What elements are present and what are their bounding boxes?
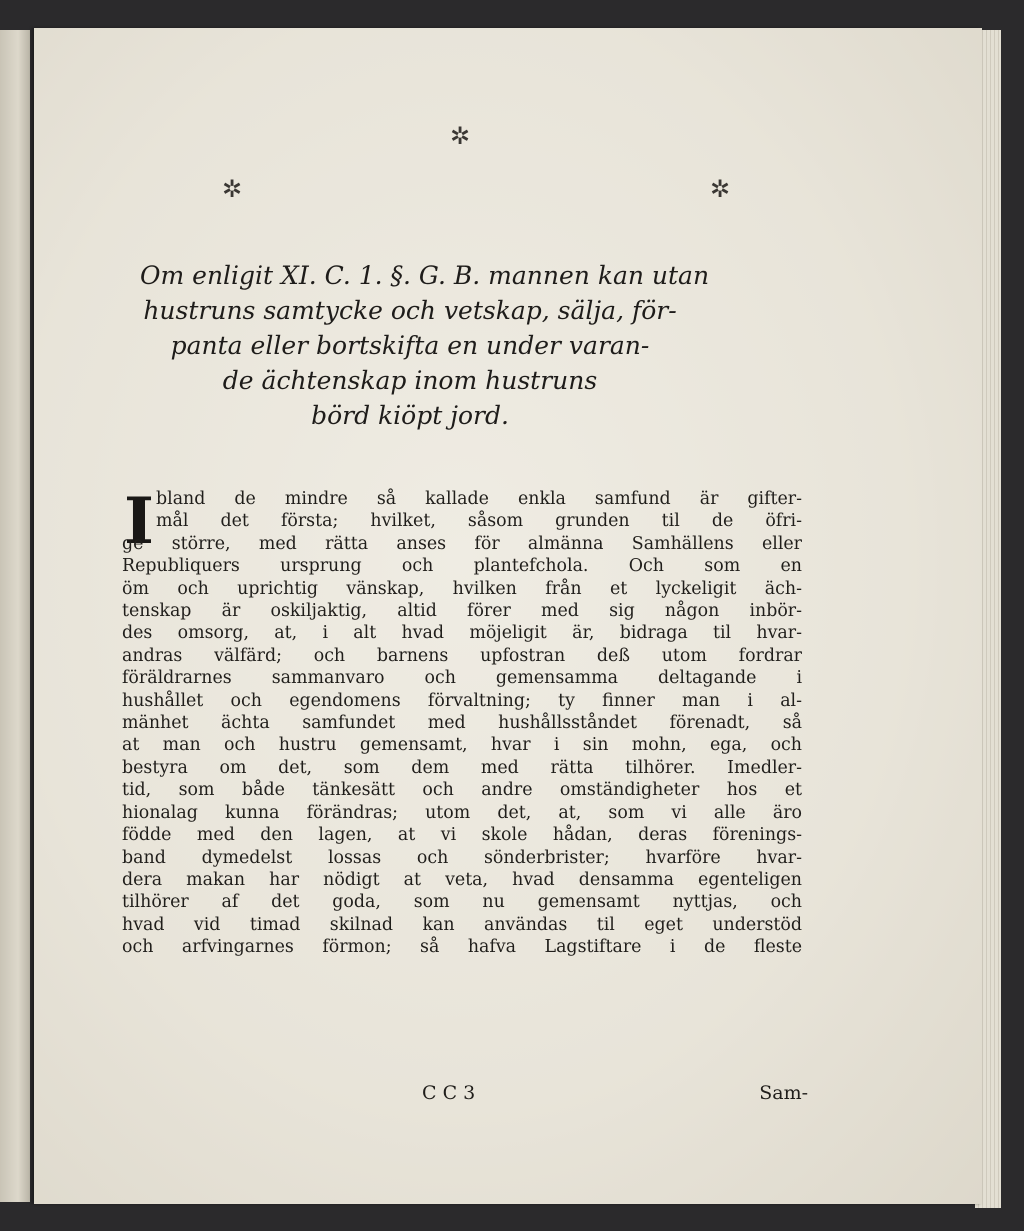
body-paragraph bbox=[122, 484, 802, 959]
text-line: tid, som både tänkesätt och andre omständigheter hos et bbox=[122, 780, 802, 801]
text-line: hushållet och egendomens förvaltning; ty finner man i al- bbox=[122, 690, 802, 711]
text-line: bestyra om det, som dem med rätta tilhörer. Imedler- bbox=[122, 757, 802, 778]
text-line: des omsorg, at, i alt hvad möjeligit är, bidraga til hvar- bbox=[122, 623, 802, 644]
text-line: at man och hustru gemensamt, hvar i sin mohn, ega, och bbox=[122, 735, 802, 756]
top-ornament-icon: ✲ bbox=[450, 124, 471, 150]
chapter-heading bbox=[140, 258, 710, 433]
heading-line: Om enligit XI. C. 1. §. G. B. mannen kan utan bbox=[140, 261, 710, 290]
text-line: dera makan har nödigt at veta, hvad densamma egenteligen bbox=[122, 869, 802, 890]
text-line: andras välfärd; och barnens upfostran deß utom fordrar bbox=[122, 645, 802, 666]
text-line: Republiquers ursprung och plantefchola. Och som en bbox=[122, 556, 802, 577]
heading-line: hustruns samtycke och vetskap, sälja, för- bbox=[143, 296, 677, 325]
signature-mark: C C 3 bbox=[422, 1082, 476, 1104]
right-ornament-icon: ✲ bbox=[710, 177, 731, 203]
previous-page-edge bbox=[0, 30, 30, 1202]
catchword: Sam- bbox=[759, 1082, 808, 1104]
text-line: föräldrarnes sammanvaro och gemensamma deltagande i bbox=[122, 668, 802, 689]
text-line: mänhet ächta samfundet med hushållsståndet förenadt, så bbox=[122, 713, 802, 734]
text-line: tenskap är oskiljaktig, altid förer med sig någon inbör- bbox=[122, 601, 802, 622]
text-line: band dymedelst lossas och sönderbrister; hvarföre hvar- bbox=[122, 847, 802, 868]
heading-line: börd kiöpt jord. bbox=[311, 401, 509, 430]
text-line: hionalag kunna förändras; utom det, at, som vi alle äro bbox=[122, 802, 802, 823]
drop-cap: I bbox=[124, 484, 154, 559]
text-line: födde med den lagen, at vi skole hådan, deras förenings- bbox=[122, 825, 802, 846]
text-line: och arfvingarnes förmon; så hafva Lagstiftare i de fleste bbox=[122, 937, 802, 958]
left-ornament-icon: ✲ bbox=[222, 177, 243, 203]
text-line: tilhörer af det goda, som nu gemensamt nyttjas, och bbox=[122, 892, 802, 913]
text-line: mål det första; hvilket, såsom grunden til de öfri- bbox=[156, 511, 802, 532]
text-line: öm och uprichtig vänskap, hvilken från et lyckeligit äch- bbox=[122, 578, 802, 599]
heading-line: de ächtenskap inom hustruns bbox=[222, 366, 598, 395]
text-line: bland de mindre så kallade enkla samfund är gifter- bbox=[156, 489, 802, 509]
text-line: hvad vid timad skilnad kan användas til eget understöd bbox=[122, 914, 802, 935]
text-line: ge större, med rätta anses för almänna Samhällens eller bbox=[122, 533, 802, 554]
heading-line: panta eller bortskifta en under varan- bbox=[170, 331, 650, 360]
